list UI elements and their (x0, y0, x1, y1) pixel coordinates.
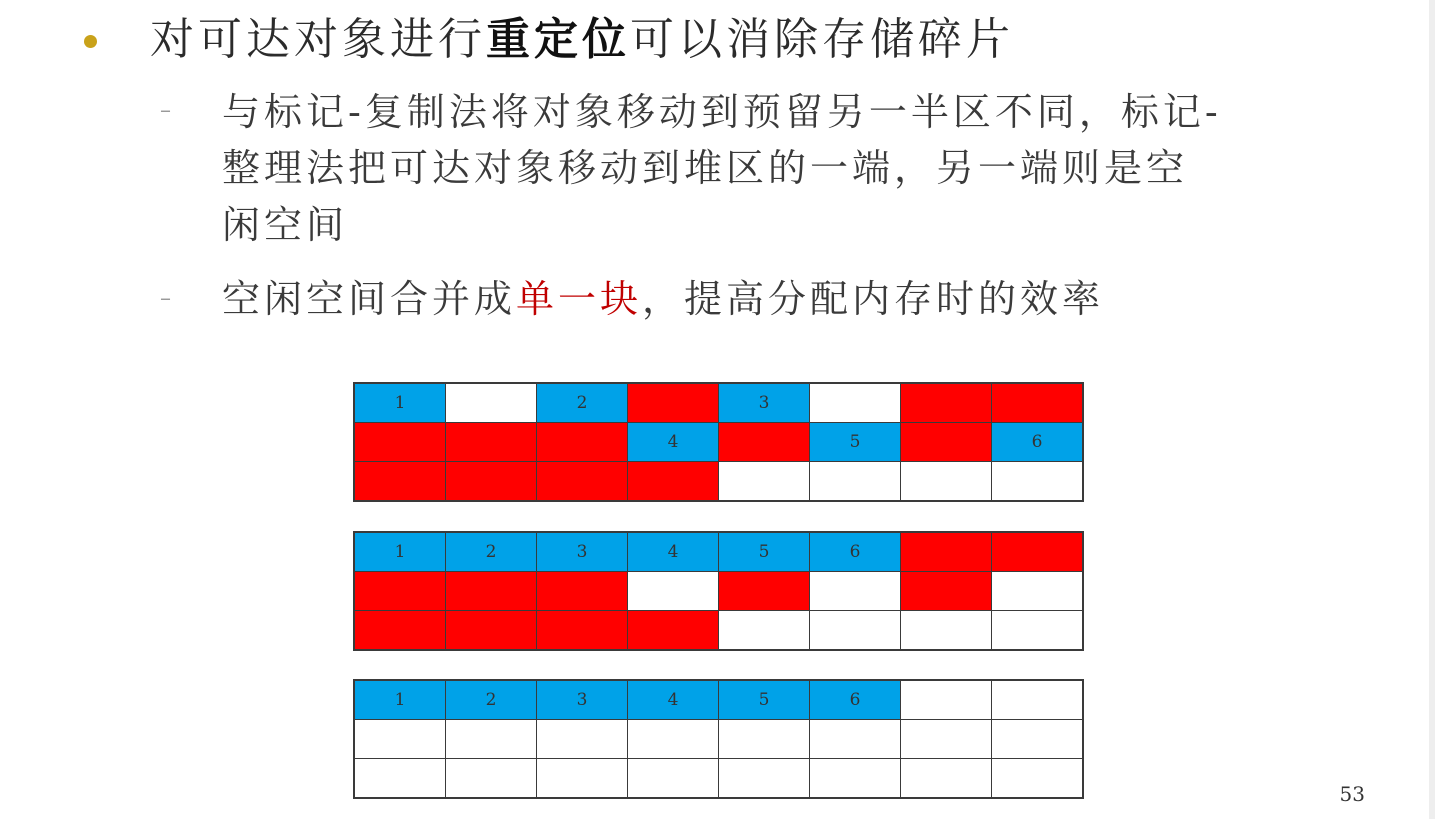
free-cell (446, 383, 537, 423)
grid-row (354, 423, 1083, 462)
grid-row (354, 680, 1083, 720)
sub-bullet-2-text-start: 空闲空间合并成 (222, 277, 517, 321)
object-cell-1: 1 (354, 680, 446, 720)
object-cell-5: 5 (719, 680, 810, 720)
garbage-cell (354, 611, 446, 651)
object-cell-2: 2 (446, 532, 537, 572)
free-cell (719, 720, 810, 759)
sub-bullet-2-highlight: 单一块 (516, 277, 643, 321)
free-cell (901, 611, 992, 651)
grid-row (354, 572, 1083, 611)
sub-bullet-2 (222, 275, 1104, 323)
grid-row (354, 532, 1083, 572)
garbage-cell (446, 572, 537, 611)
garbage-cell (628, 462, 719, 502)
sub-bullet-1-line-3: 闲空间 (222, 203, 349, 247)
garbage-cell (446, 462, 537, 502)
object-cell-6: 6 (992, 423, 1084, 462)
garbage-cell (354, 423, 446, 462)
object-cell-1: 1 (354, 532, 446, 572)
object-cell-6: 6 (810, 680, 901, 720)
free-cell (810, 720, 901, 759)
object-cell-3: 3 (537, 680, 628, 720)
garbage-cell (354, 462, 446, 502)
garbage-cell (628, 611, 719, 651)
free-cell (901, 720, 992, 759)
free-cell (810, 462, 901, 502)
free-cell (992, 462, 1084, 502)
sub-bullet-2-text-end: ，提高分配内存时的效率 (642, 277, 1105, 321)
memory-grid-before (353, 382, 1084, 502)
garbage-cell (354, 572, 446, 611)
garbage-cell (992, 532, 1084, 572)
object-cell-3: 3 (719, 383, 810, 423)
free-cell (992, 680, 1084, 720)
free-cell (992, 572, 1084, 611)
free-cell (810, 572, 901, 611)
garbage-cell (537, 462, 628, 502)
garbage-cell (719, 423, 810, 462)
free-cell (810, 611, 901, 651)
object-cell-4: 4 (628, 680, 719, 720)
grid-row (354, 462, 1083, 502)
bullet-dot-icon (84, 35, 97, 48)
free-cell (719, 759, 810, 799)
object-cell-6: 6 (810, 532, 901, 572)
object-cell-4: 4 (628, 532, 719, 572)
object-cell-1: 1 (354, 383, 446, 423)
free-cell (719, 611, 810, 651)
garbage-cell (446, 423, 537, 462)
page-number: 53 (1339, 782, 1365, 806)
heading-bold-term: 重定位 (486, 14, 630, 65)
sub-bullet-dash-icon: – (160, 98, 171, 123)
object-cell-2: 2 (537, 383, 628, 423)
object-cell-5: 5 (810, 423, 901, 462)
free-cell (901, 680, 992, 720)
slide-heading (150, 12, 1014, 68)
garbage-cell (901, 383, 992, 423)
free-cell (901, 759, 992, 799)
memory-grid-marked (353, 531, 1084, 651)
grid-row (354, 383, 1083, 423)
free-cell (628, 720, 719, 759)
garbage-cell (537, 572, 628, 611)
object-cell-3: 3 (537, 532, 628, 572)
object-cell-4: 4 (628, 423, 719, 462)
free-cell (992, 720, 1084, 759)
grid-row (354, 759, 1083, 799)
garbage-cell (537, 611, 628, 651)
garbage-cell (719, 572, 810, 611)
free-cell (810, 759, 901, 799)
free-cell (537, 720, 628, 759)
free-cell (537, 759, 628, 799)
free-cell (992, 611, 1084, 651)
garbage-cell (446, 611, 537, 651)
garbage-cell (901, 572, 992, 611)
object-cell-5: 5 (719, 532, 810, 572)
free-cell (719, 462, 810, 502)
sub-bullet-1-line-1: 与标记-复制法将对象移动到预留另一半区不同，标记- (222, 90, 1222, 134)
free-cell (992, 759, 1084, 799)
object-cell-2: 2 (446, 680, 537, 720)
garbage-cell (992, 383, 1084, 423)
garbage-cell (537, 423, 628, 462)
free-cell (901, 462, 992, 502)
free-cell (628, 572, 719, 611)
sub-bullet-dash-icon: – (160, 286, 171, 311)
free-cell (446, 720, 537, 759)
grid-row (354, 720, 1083, 759)
garbage-cell (901, 423, 992, 462)
free-cell (354, 720, 446, 759)
heading-text-end: 可以消除存储碎片 (630, 14, 1014, 65)
heading-text-start: 对可达对象进行 (150, 14, 486, 65)
free-cell (628, 759, 719, 799)
free-cell (446, 759, 537, 799)
free-cell (810, 383, 901, 423)
memory-grid-compacted (353, 679, 1084, 799)
grid-row (354, 611, 1083, 651)
garbage-cell (901, 532, 992, 572)
sub-bullet-1-line-2: 整理法把可达对象移动到堆区的一端，另一端则是空 (222, 146, 1189, 190)
slide-edge-strip (1429, 0, 1435, 819)
garbage-cell (628, 383, 719, 423)
free-cell (354, 759, 446, 799)
